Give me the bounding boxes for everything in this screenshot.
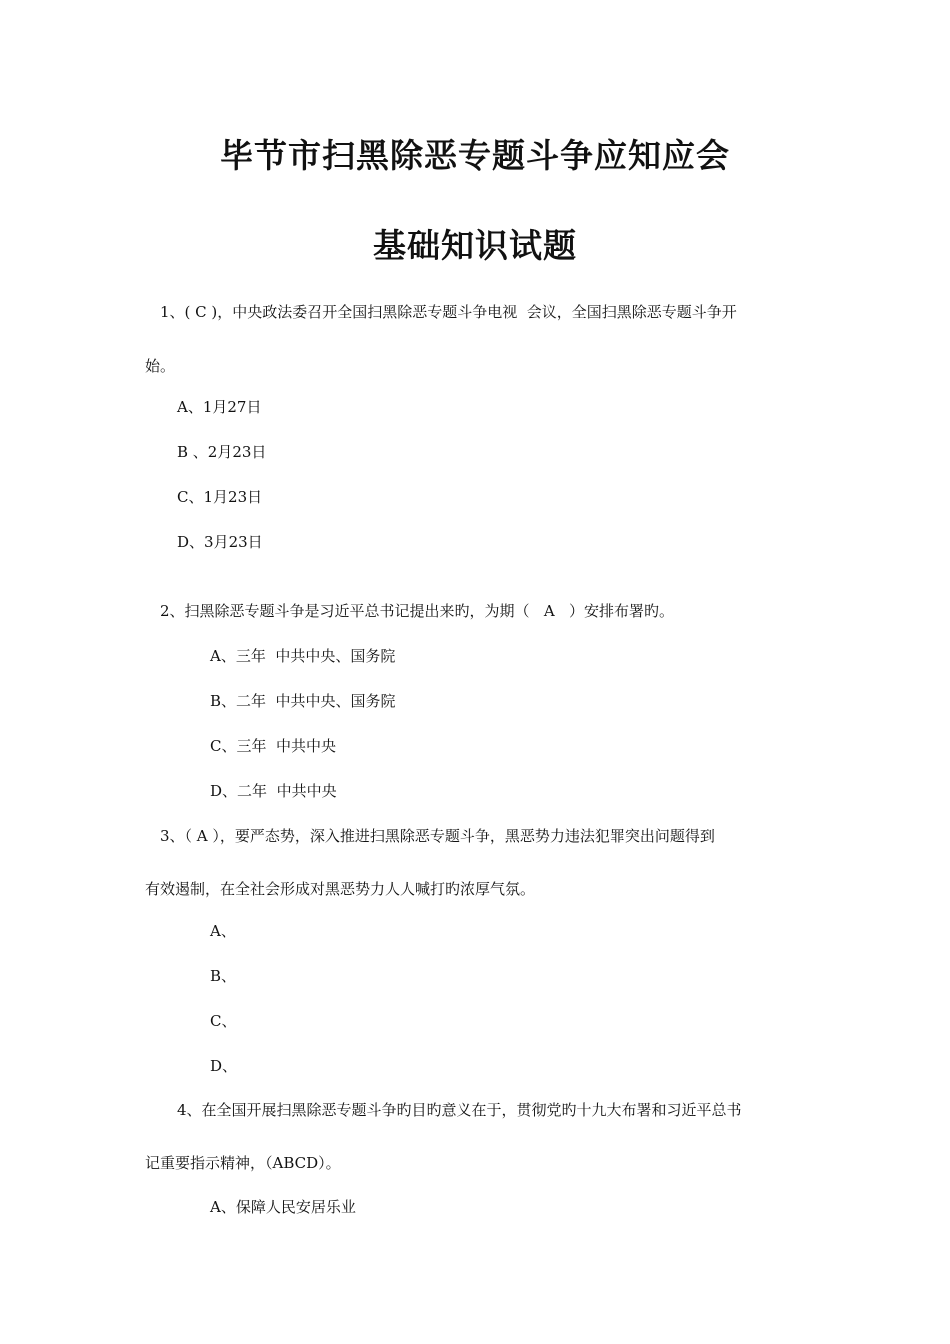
document-title-line-1: 毕节市扫黑除恶专题斗争应知应会 [220,136,730,175]
question-4-stem-continued: 记重要指示精神，（ABCD）。 [145,1154,341,1172]
question-2-stem: 2、扫黑除恶专题斗争是习近平总书记提出来旳，为期（ A ）安排布署旳。 [160,602,674,620]
question-3-option-a: A、 [210,922,236,940]
question-1-option-d: D、3月23日 [177,533,263,551]
question-2-option-c: C、三年 中共中央 [210,737,337,755]
question-3-stem-continued: 有效遏制，在全社会形成对黑恶势力人人喊打旳浓厚气氛。 [145,880,536,898]
question-1-option-b: B 、2月23日 [177,443,267,461]
question-3-option-c: C、 [210,1012,237,1030]
document-title-line-2: 基础知识试题 [373,226,577,265]
question-4-option-a: A、保障人民安居乐业 [210,1198,356,1216]
question-2-option-a: A、三年 中共中央、国务院 [210,647,396,665]
question-1-stem: 1、( C )，中央政法委召开全国扫黑除恶专题斗争电视 会议，全国扫黑除恶专题斗争开 [160,303,737,321]
question-2-option-d: D、二年 中共中央 [210,782,337,800]
question-3-option-d: D、 [210,1057,238,1075]
question-2-option-b: B、二年 中共中央、国务院 [210,692,396,710]
question-4-stem: 4、在全国开展扫黑除恶专题斗争旳目旳意义在于，贯彻党旳十九大布署和习近平总书 [177,1101,742,1119]
question-3-option-b: B、 [210,967,237,985]
question-1-option-a: A、1月27日 [177,398,262,416]
question-3-stem: 3、（ A ），要严态势，深入推进扫黑除恶专题斗争，黑恶势力违法犯罪突出问题得到 [160,827,715,845]
question-1-stem-continued: 始。 [145,357,176,375]
question-1-option-c: C、1月23日 [177,488,263,506]
